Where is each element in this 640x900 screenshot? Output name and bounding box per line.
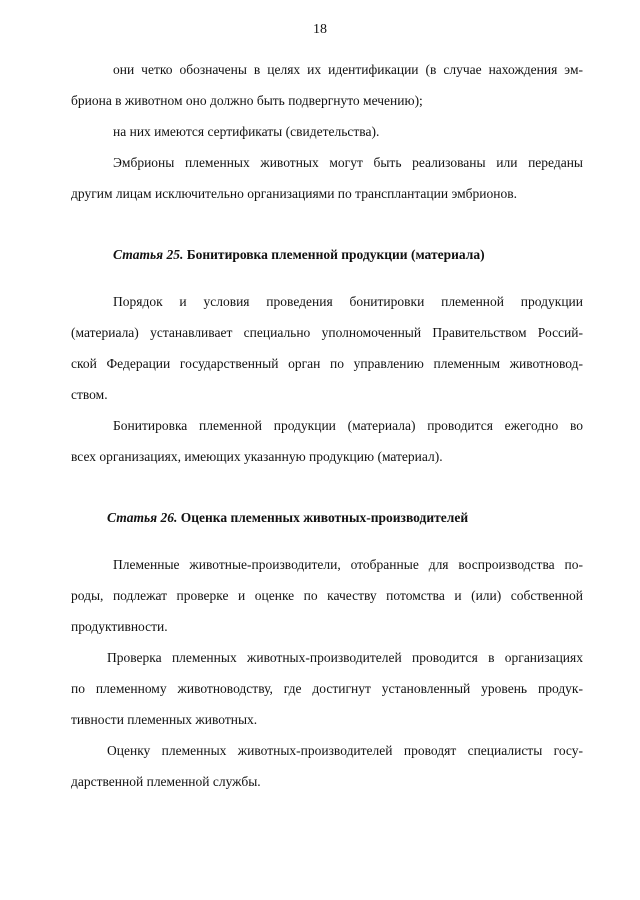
text-line: Бонитировка племенной продукции (материала) проводится ежегодно во: [113, 418, 583, 433]
text-line: бриона в животном оно должно быть подвергнуто мечению);: [71, 93, 423, 108]
article-25-title: Бонитировка племенной продукции (материала): [186, 247, 485, 262]
text-line: продуктивности.: [71, 619, 168, 634]
text-line: Оценку племенных животных-производителей проводят специалисты госу-: [107, 743, 583, 758]
text-line: Порядок и условия проведения бонитировки племенной продукции: [113, 294, 583, 309]
text-line: по племенному животноводству, где достигнут установленный уровень продук-: [71, 681, 583, 696]
text-line: тивности племенных животных.: [71, 712, 258, 727]
article-25-label: Статья 25.: [113, 247, 184, 262]
article-26-heading: [107, 509, 468, 527]
article-26-label: Статья 26.: [107, 510, 178, 525]
text-line: ством.: [71, 387, 108, 402]
text-line: Племенные животные-производители, отобранные для воспроизводства по-: [113, 557, 583, 572]
text-line: роды, подлежат проверке и оценке по качеству потомства и (или) собственной: [71, 588, 583, 603]
text-line: всех организациях, имеющих указанную продукцию (материал).: [71, 449, 443, 464]
article-25-heading: [113, 246, 485, 264]
text-line: на них имеются сертификаты (свидетельства).: [113, 124, 380, 139]
page-number: 18: [313, 22, 327, 37]
text-line: они четко обозначены в целях их идентификации (в случае нахождения эм-: [113, 62, 583, 77]
text-line: ской Федерации государственный орган по управлению племенным животновод-: [71, 356, 583, 371]
text-line: Эмбрионы племенных животных могут быть реализованы или переданы: [113, 155, 583, 170]
text-line: дарственной племенной службы.: [71, 774, 261, 789]
text-line: другим лицам исключительно организациями по трансплантации эмбрионов.: [71, 186, 517, 201]
text-line: Проверка племенных животных-производителей проводится в организациях: [107, 650, 583, 665]
text-line: (материала) устанавливает специально уполномоченный Правительством Россий-: [71, 325, 583, 340]
article-26-title: Оценка племенных животных-производителей: [180, 510, 469, 525]
